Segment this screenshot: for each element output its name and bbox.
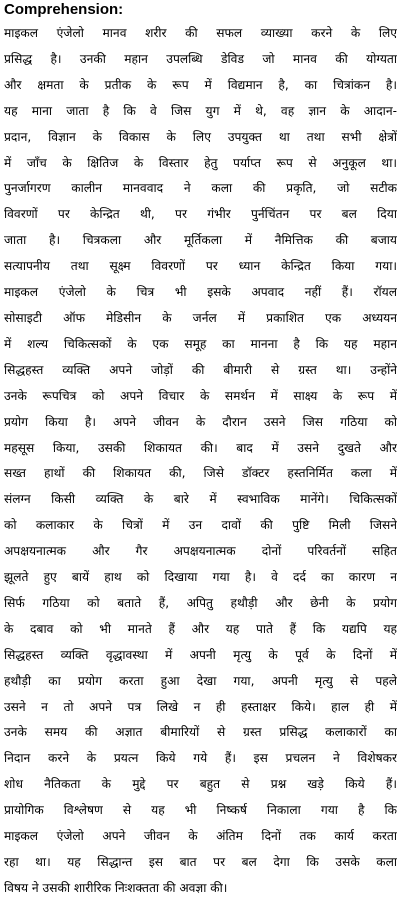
passage-line: उसने न तो अपने पत्र लिखे न ही हस्ताक्षर किये। हाल ही में	[4, 699, 397, 714]
passage-line: माइकल एंजेलो अपने जीवन के अंतिम दिनों तक कार्य करता	[4, 829, 397, 844]
passage-line: में जाँच के क्षितिज के विस्तार हेतु पर्याप्त रूप से अनुकूल था।	[4, 155, 397, 170]
passage-line: प्रदान, विज्ञान के विकास के लिए उपयुक्त था तथा सभी क्षेत्रों	[4, 129, 397, 144]
passage-line: प्रयोग किया है। अपने जीवन के दौरान उसने जिस गठिया को	[4, 414, 397, 429]
passage-line: सिद्धहस्त व्यक्ति वृद्धावस्था में अपनी मृत्यु के पूर्व के दिनों में	[4, 647, 397, 662]
passage-line: पुनर्जागरण कालीन मानववाद ने कला की प्रकृति, जो सटीक	[4, 181, 397, 196]
comprehension-document	[4, 0, 397, 902]
comprehension-passage	[4, 21, 397, 902]
passage-line: के दबाव को भी मानते हैं और यह पाते हैं कि यद्यपि यह	[4, 621, 397, 636]
passage-line: झूलते हुए बायें हाथ को दिखाया गया है। वे दर्द का कारण न	[4, 570, 397, 585]
passage-line: निदान करने के प्रयत्न किये गये हैं। इस प्रचलन ने विशेषकर	[4, 751, 397, 766]
passage-line: सिर्फ गठिया को बताते हैं, अपितु हथौड़ी और छेनी के प्रयोग	[4, 595, 397, 610]
passage-line: में शल्य चिकित्सकों के एक समूह का मानना है कि यह महान	[4, 336, 397, 351]
passage-line: और क्षमता के प्रतीक के रूप में विद्यमान है, का चित्रांकन है।	[4, 77, 397, 92]
passage-line: संलग्न किसी व्यक्ति के बारे में स्वभाविक मानेंगे। चिकित्सकों	[4, 492, 397, 507]
passage-line: विषय ने उसकी शारीरिक निःशक्तता की अवज्ञा की।	[4, 880, 228, 895]
passage-line: सोसाइटी ऑफ मेडिसीन के जर्नल में प्रकाशित एक अध्ययन	[4, 310, 397, 325]
passage-line: जाता है। चित्रकला और मूर्तिकला में नैमित्तिक की बजाय	[4, 233, 397, 248]
passage-line: अपक्षयनात्मक और गैर अपक्षयनात्मक दोनों परिवर्तनों सहित	[4, 544, 397, 559]
passage-line: उनके समय की अज्ञात बीमारियों से ग्रस्त प्रसिद्ध कलाकारों का	[4, 725, 397, 740]
passage-line: रहा था। यह सिद्धान्त इस बात पर बल देगा कि उसके कला	[4, 855, 397, 869]
passage-line: माइकल एंजेलो के चित्र भी इसके अपवाद नहीं हैं। रॉयल	[4, 285, 397, 300]
passage-line: को कलाकार के चित्रों में उन दावों की पुष्टि मिली जिसने	[4, 518, 397, 533]
passage-line: सिद्धहस्त व्यक्ति अपने जोड़ों की बीमारी से ग्रस्त था। उन्होंने	[4, 362, 397, 377]
passage-line: सख्त हाथों की शिकायत की, जिसे डॉक्टर हस्तनिर्मित कला में	[4, 466, 397, 481]
passage-line: माइकल एंजेलो मानव शरीर की सफल व्याख्या करने के लिए	[4, 26, 397, 40]
passage-line: प्रसिद्ध है। उनकी महान उपलब्धि डेविड जो मानव की योग्यता	[4, 51, 397, 66]
passage-line: हथौड़ी का प्रयोग करता हुआ देखा गया, अपनी मृत्यु से पहले	[4, 673, 397, 688]
passage-line: विवरणों पर केन्द्रित थी, पर गंभीर पुर्नचिंतन पर बल दिया	[4, 207, 397, 222]
passage-line: सत्यापनीय तथा सूक्ष्म विवरणों पर ध्यान केन्द्रित किया गया।	[4, 259, 397, 274]
section-heading: Comprehension:	[4, 1, 124, 18]
passage-line: महसूस किया, उसकी शिकायत की। बाद में उसने दुखते और	[4, 440, 397, 455]
passage-line: प्रायोगिक विश्लेषण से यह भी निष्कर्ष निकाला गया है कि	[4, 803, 397, 818]
passage-line: यह माना जाता है कि वे जिस युग में थे, वह ज्ञान के आदान-	[4, 103, 397, 118]
passage-line: शोध नैतिकता के मुद्दे पर बहुत से प्रश्न खड़े किये हैं।	[4, 777, 397, 792]
passage-line: उनके रूपचित्र को अपने विचार के समर्थन में साक्ष्य के रूप में	[4, 388, 397, 403]
